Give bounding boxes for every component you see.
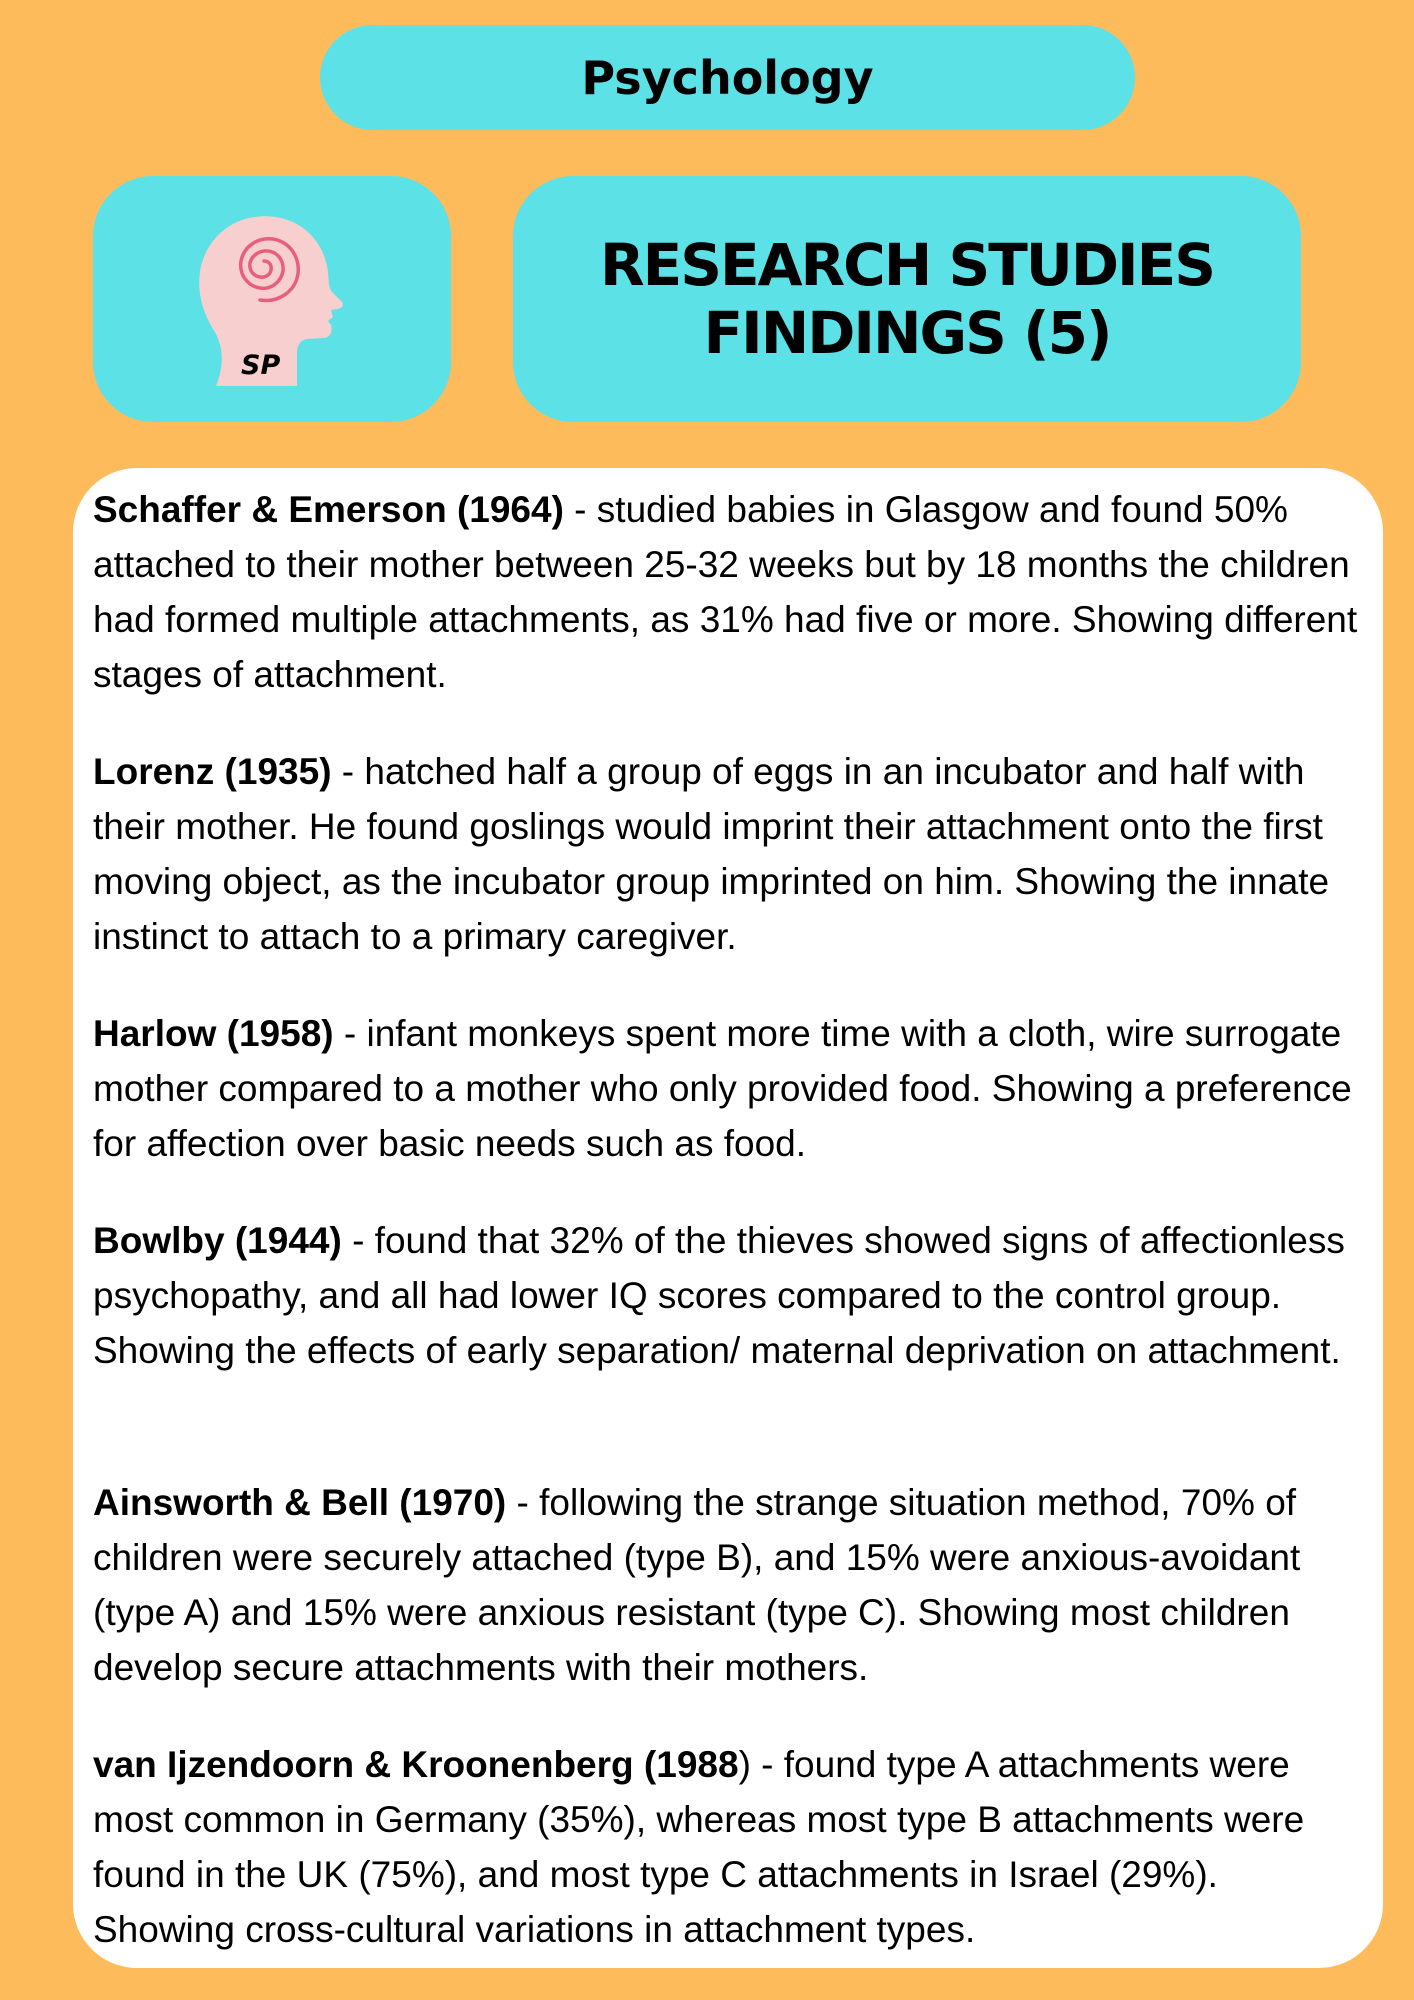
study-name: Bowlby (1944) [93, 1220, 342, 1261]
study-bowlby [93, 1213, 1368, 1378]
subject-header [320, 25, 1135, 130]
title-line-1: RESEARCH STUDIES [599, 231, 1215, 299]
study-van-ijzendoorn-kroonenberg [93, 1737, 1368, 1957]
study-name: Lorenz (1935) [93, 751, 332, 792]
study-text: - studied babies in Glasgow and found 50% attached to their mother between 25-32 weeks but by 18 months the children had formed multiple attachments, as 31% had five or more. Showing different stages of attachment. [93, 489, 1358, 695]
subject-title: Psychology [581, 50, 874, 105]
study-name: Harlow (1958) [93, 1013, 334, 1054]
study-text: - infant monkeys spent more time with a cloth, wire surrogate mother compared to a mother who only provided food. Showing a preference for affection over basic needs such as food. [93, 1013, 1352, 1164]
logo-box [93, 176, 451, 422]
study-schaffer-emerson [93, 482, 1368, 702]
study-text: - hatched half a group of eggs in an incubator and half with their mother. He found goslings would imprint their attachment onto the first moving object, as the incubator group imprinted on him. Showing the innate instinct to attach to a primary caregiver. [93, 751, 1330, 957]
study-text: - found that 32% of the thieves showed signs of affectionless psychopathy, and all had lower IQ scores compared to the control group. Showing the effects of early separation/ maternal deprivation on attachment. [93, 1220, 1345, 1371]
study-text: ) - found type A attachments were most common in Germany (35%), whereas most type B attachments were found in the UK (75%), and most type C attachments in Israel (29%). Showing cross-cultural variations in attachment types. [93, 1744, 1305, 1950]
study-lorenz [93, 744, 1368, 964]
study-text: - following the strange situation method, 70% of children were securely attached (type B), and 15% were anxious-avoidant (type A) and 15% were anxious resistant (type C). Showing most children develop secure attachments with their mothers. [93, 1482, 1301, 1688]
study-name: Schaffer & Emerson (1964) [93, 489, 564, 530]
head-spiral-icon [93, 176, 451, 422]
study-name: van Ijzendoorn & Kroonenberg (1988 [93, 1744, 739, 1785]
page-title [513, 176, 1301, 422]
studies-panel [73, 468, 1383, 1968]
study-name: Ainsworth & Bell (1970) [93, 1482, 507, 1523]
study-harlow [93, 1006, 1368, 1171]
study-ainsworth-bell [93, 1475, 1368, 1695]
title-line-2: FINDINGS (5) [703, 299, 1111, 367]
logo-initials: SP [241, 350, 281, 381]
